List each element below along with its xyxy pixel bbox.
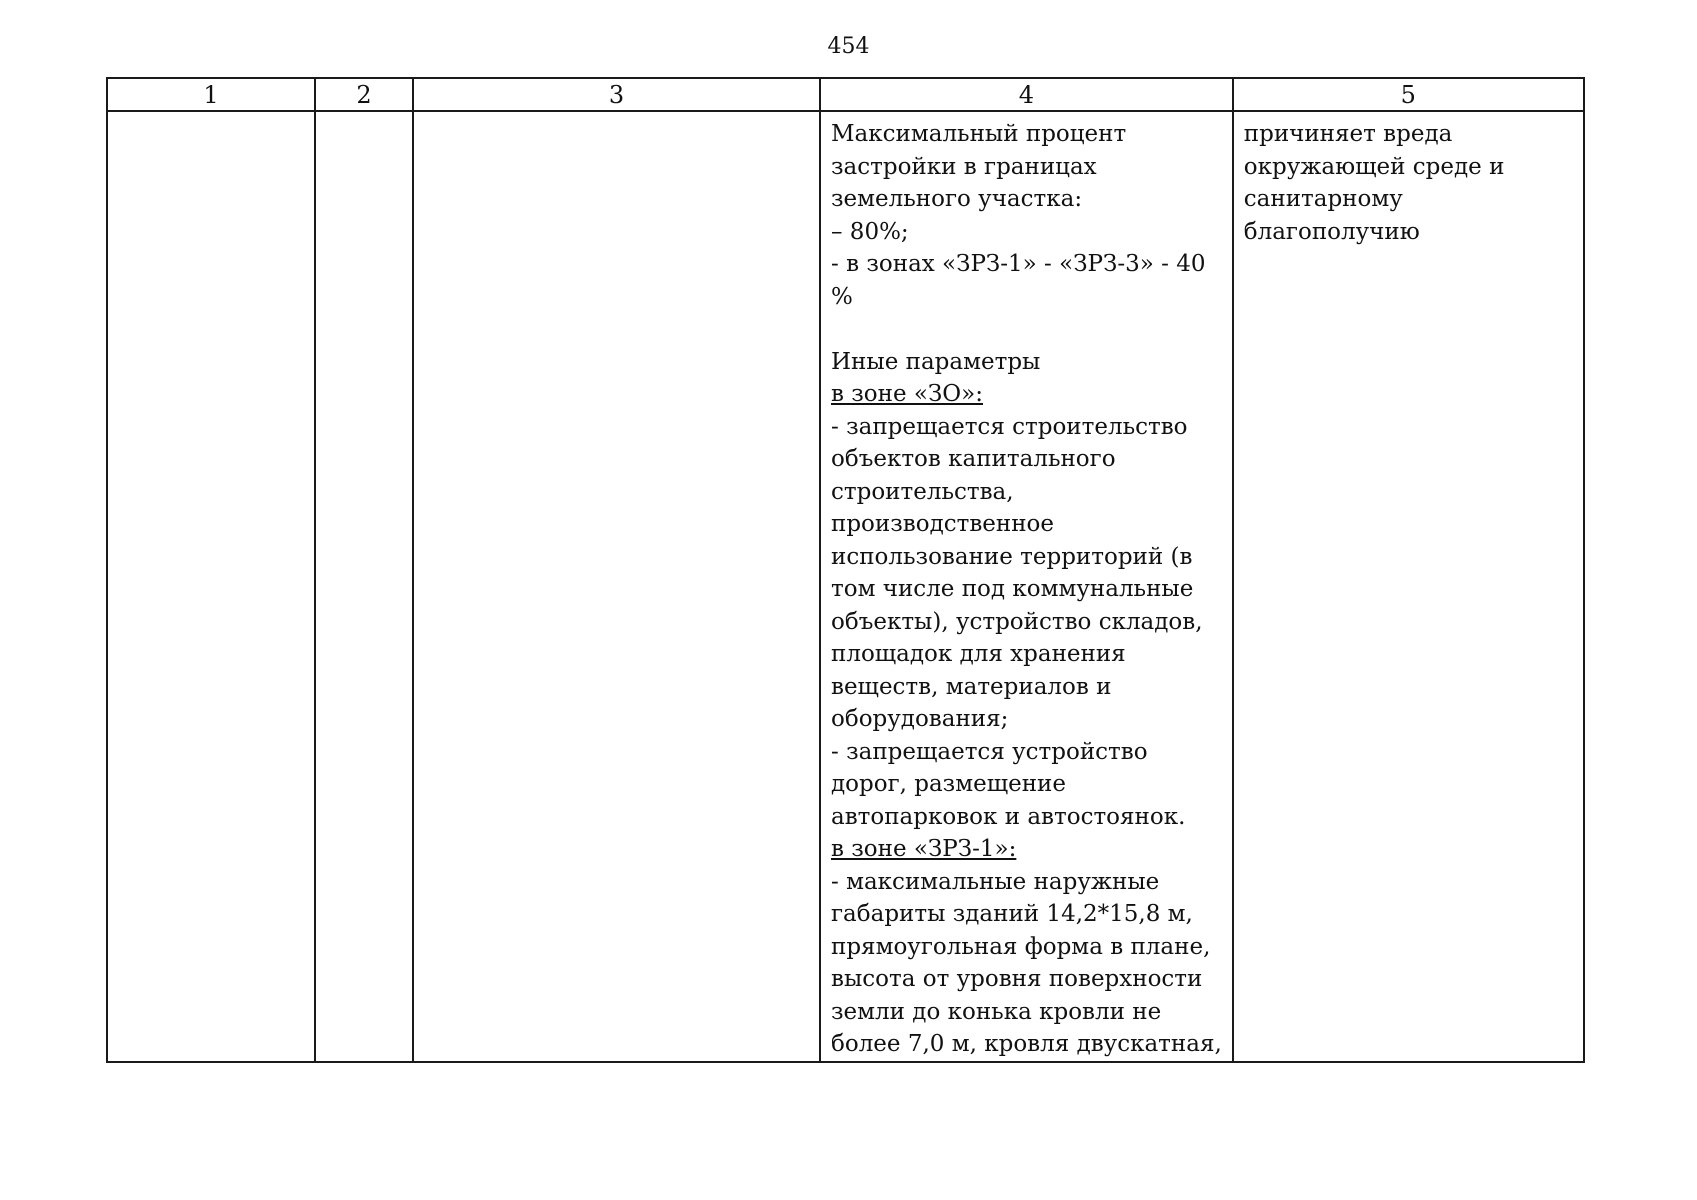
text-line: Иные параметры [831,348,1041,375]
text-line: том числе под коммунальные [831,576,1194,602]
text-line: застройки в границах [831,153,1097,180]
text-line: оборудования; [831,706,1009,732]
text-line: строительства, [831,478,1014,505]
text-line: площадок для хранения [831,641,1126,667]
table-header-row [107,78,1584,111]
zone-heading-line: в зоне «ЗО»: [831,381,983,407]
text-line: дорог, размещение [831,771,1066,797]
text-line: прямоугольная форма в плане, [831,933,1211,960]
text-line: Максимальный процент [831,121,1127,147]
text-line: земельного участка: [831,186,1083,212]
column-header-1: 1 [107,78,315,111]
text-line: - в зонах «ЗРЗ-1» - «ЗРЗ-3» - 40 [831,251,1206,277]
text-line: - запрещается строительство [831,413,1188,440]
text-line: автопарковок и автостоянок. [831,803,1186,830]
cell-col-5 [1233,111,1584,1062]
text-line [831,313,1222,346]
document-table [106,77,1585,1063]
cell-col-4 [820,111,1233,1062]
text-line: более 7,0 м, кровля двускатная, [831,1031,1222,1057]
text-line: санитарному [1243,186,1403,212]
cell-col-2 [315,111,413,1062]
column-header-5: 5 [1233,78,1584,111]
column-header-2: 2 [315,78,413,111]
cell-col-1 [107,111,315,1062]
zone-heading-line: в зоне «ЗРЗ-1»: [831,836,1017,862]
text-line: причиняет вреда [1243,121,1453,147]
col4-text [821,112,1232,1061]
table-row [107,111,1584,1062]
page-number: 454 [827,34,870,59]
text-line: благополучию [1243,218,1420,245]
text-line: объектов капитального [831,446,1116,472]
col5-text [1234,112,1583,248]
text-line: габариты зданий 14,2*15,8 м, [831,901,1193,927]
text-line: - запрещается устройство [831,738,1148,765]
text-line: земли до конька кровли не [831,998,1162,1025]
text-line: окружающей среде и [1243,153,1505,180]
text-line: объекты), устройство складов, [831,608,1203,635]
text-line: производственное [831,511,1055,537]
text-line: веществ, материалов и [831,673,1112,700]
text-line: высота от уровня поверхности [831,966,1203,992]
text-line: % [831,283,853,310]
cell-col-3 [413,111,820,1062]
column-header-3: 3 [413,78,820,111]
text-line: использование территорий (в [831,543,1193,570]
text-line: – 80%; [831,218,909,245]
text-line: - максимальные наружные [831,868,1160,895]
column-header-4: 4 [820,78,1233,111]
